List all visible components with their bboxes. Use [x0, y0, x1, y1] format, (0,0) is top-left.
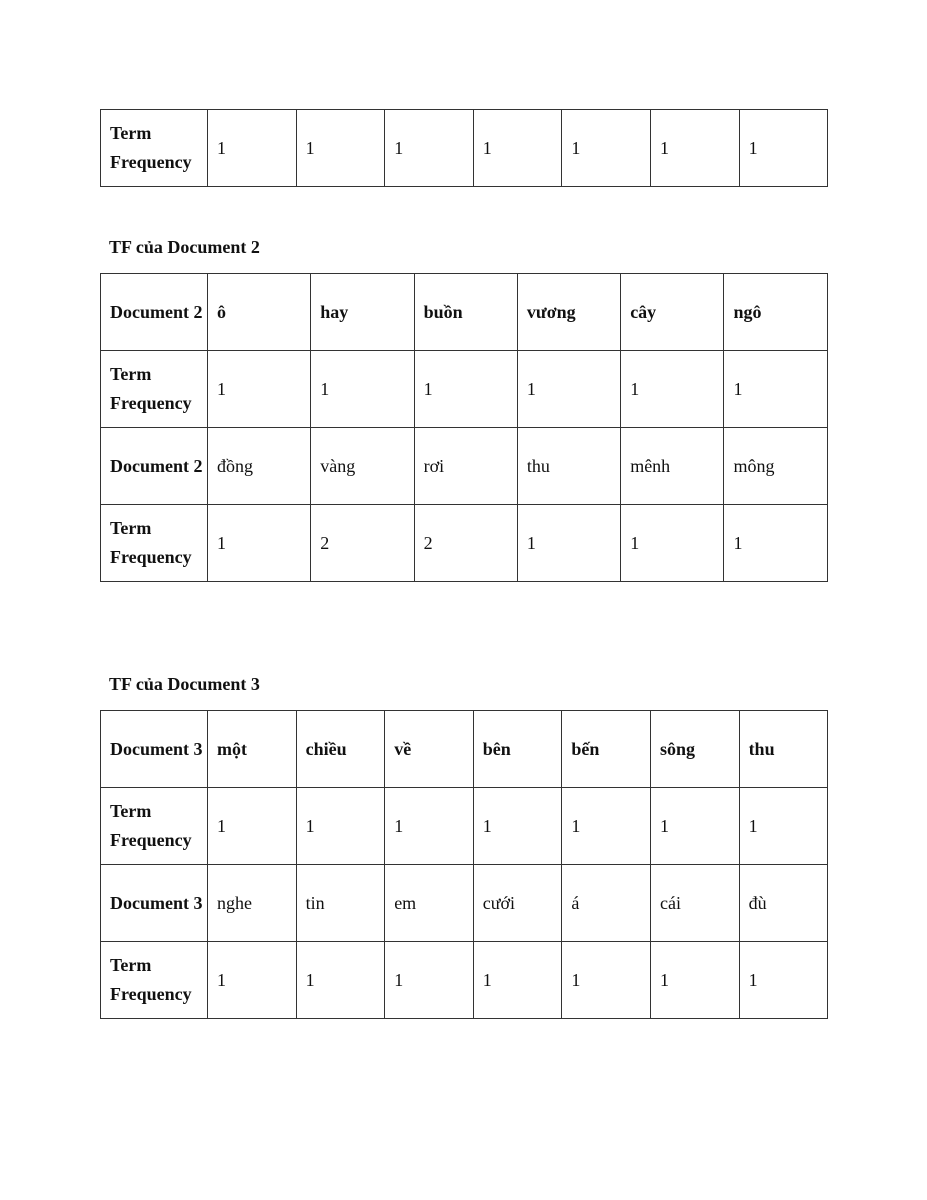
row-label: Term Frequency	[101, 505, 208, 582]
table-cell: 1	[517, 505, 620, 582]
table-cell: 1	[473, 788, 562, 865]
term-header-cell: một	[208, 711, 297, 788]
row-label: Document 3	[101, 865, 208, 942]
table-cell: 1	[473, 942, 562, 1019]
table-cell: đù	[739, 865, 828, 942]
table-cell: 1	[296, 942, 385, 1019]
table-row	[101, 274, 828, 351]
table-cell: 1	[650, 942, 739, 1019]
table-cell: 1	[208, 505, 311, 582]
table-cell: 1	[385, 788, 474, 865]
table-cell: 1	[562, 942, 651, 1019]
table-cell: 1	[208, 351, 311, 428]
table-cell: 2	[414, 505, 517, 582]
table-cell: 1	[739, 788, 828, 865]
table-cell: 1	[296, 110, 385, 187]
table-row	[101, 110, 828, 187]
section-heading-doc2: TF của Document 2	[109, 237, 260, 257]
table-cell: 1	[296, 788, 385, 865]
table-cell: 1	[621, 505, 724, 582]
doc3-tf-table	[100, 710, 828, 1019]
table-cell: 1	[385, 110, 474, 187]
table-cell: 1	[385, 942, 474, 1019]
row-label: Term Frequency	[101, 942, 208, 1019]
table-cell: 1	[562, 788, 651, 865]
table-cell: cưới	[473, 865, 562, 942]
table-cell: 1	[650, 788, 739, 865]
table-cell: thu	[517, 428, 620, 505]
term-header-cell: về	[385, 711, 474, 788]
term-header-cell: buồn	[414, 274, 517, 351]
table-cell: 1	[311, 351, 414, 428]
term-header-cell: sông	[650, 711, 739, 788]
term-header-cell: thu	[739, 711, 828, 788]
row-label: Term Frequency	[101, 110, 208, 187]
table-cell: nghe	[208, 865, 297, 942]
table-row	[101, 942, 828, 1019]
row-label: Term Frequency	[101, 788, 208, 865]
term-header-cell: hay	[311, 274, 414, 351]
table-cell: 1	[208, 110, 297, 187]
table-cell: em	[385, 865, 474, 942]
term-header-cell: bên	[473, 711, 562, 788]
table-row	[101, 865, 828, 942]
row-label: Document 3	[101, 711, 208, 788]
table-cell: rơi	[414, 428, 517, 505]
term-header-cell: cây	[621, 274, 724, 351]
table-cell: 1	[739, 942, 828, 1019]
section-heading-doc3: TF của Document 3	[109, 674, 260, 694]
table-row	[101, 505, 828, 582]
table-row	[101, 788, 828, 865]
table-row	[101, 351, 828, 428]
table-cell: 1	[621, 351, 724, 428]
table-cell: 1	[724, 351, 827, 428]
table-cell: 1	[562, 110, 651, 187]
table-cell: 2	[311, 505, 414, 582]
table-cell: 1	[739, 110, 828, 187]
term-header-cell: chiều	[296, 711, 385, 788]
table-cell: 1	[517, 351, 620, 428]
table-cell: 1	[208, 788, 297, 865]
table-cell: 1	[414, 351, 517, 428]
table-cell: mênh	[621, 428, 724, 505]
table-cell: vàng	[311, 428, 414, 505]
doc2-tf-table	[100, 273, 828, 582]
row-label: Term Frequency	[101, 351, 208, 428]
row-label: Document 2	[101, 428, 208, 505]
table-cell: 1	[473, 110, 562, 187]
row-label: Document 2	[101, 274, 208, 351]
term-header-cell: vương	[517, 274, 620, 351]
table-cell: 1	[208, 942, 297, 1019]
table-cell: cái	[650, 865, 739, 942]
table-cell: tin	[296, 865, 385, 942]
table-cell: 1	[724, 505, 827, 582]
table-cell: 1	[650, 110, 739, 187]
term-header-cell: ngô	[724, 274, 827, 351]
term-header-cell: bến	[562, 711, 651, 788]
table-cell: đồng	[208, 428, 311, 505]
term-header-cell: ô	[208, 274, 311, 351]
table-row	[101, 711, 828, 788]
table-cell: mông	[724, 428, 827, 505]
doc1-tf-table-tail	[100, 109, 828, 187]
table-row	[101, 428, 828, 505]
table-cell: á	[562, 865, 651, 942]
